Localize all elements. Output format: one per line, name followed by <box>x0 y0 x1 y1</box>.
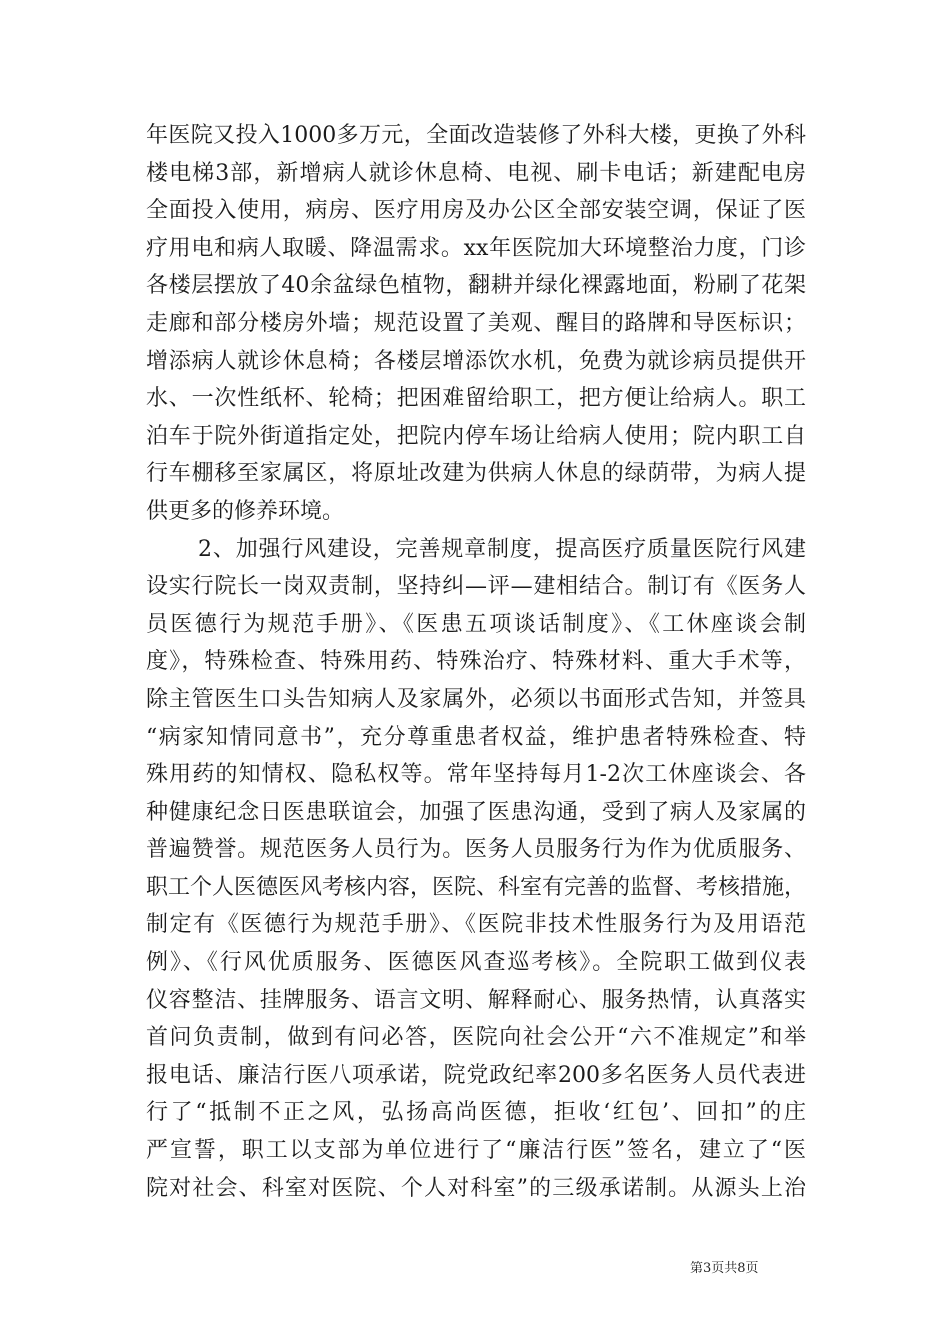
paragraph-end-line: 供更多的修养环境。 <box>146 498 345 524</box>
text-line: 仪容整洁、挂牌服务、语言文明、解释耐心、服务热情，认真落实 <box>146 987 806 1013</box>
section-heading-line: 2、加强行风建设，完善规章制度，提高医疗质量医院行风建 <box>198 536 806 562</box>
text-line: 员医德行为规范手册》、《医患五项谈话制度》、《工休座谈会制 <box>146 611 806 637</box>
text-line: 增添病人就诊休息椅；各楼层增添饮水机，免费为就诊病员提供开 <box>146 348 806 374</box>
text-line: 职工个人医德医风考核内容，医院、科室有完善的监督、考核措施， <box>146 874 806 900</box>
text-line: 度》，特殊检查、特殊用药、特殊治疗、特殊材料、重大手术等， <box>146 649 806 675</box>
text-line: “病家知情同意书”，充分尊重患者权益，维护患者特殊检查、特 <box>146 724 806 750</box>
text-line: 行了“抵制不正之风，弘扬高尚医德，拒收‘红包’、回扣”的庄 <box>146 1100 806 1126</box>
text-line: 走廊和部分楼房外墙；规范设置了美观、醒目的路牌和导医标识； <box>146 310 806 336</box>
text-line: 例》、《行风优质服务、医德医风查巡考核》。全院职工做到仪表 <box>146 950 806 976</box>
body-text <box>146 117 806 1207</box>
text-line: 首问负责制，做到有问必答，医院向社会公开“六不准规定”和举 <box>146 1025 806 1051</box>
text-line: 行车棚移至家属区，将原址改建为供病人休息的绿荫带，为病人提 <box>146 461 806 487</box>
text-line: 种健康纪念日医患联谊会，加强了医患沟通，受到了病人及家属的 <box>146 799 806 825</box>
text-line: 除主管医生口头告知病人及家属外，必须以书面形式告知，并签具 <box>146 686 806 712</box>
text-line: 泊车于院外街道指定处，把院内停车场让给病人使用；院内职工自 <box>146 423 806 449</box>
text-line: 普遍赞誉。规范医务人员行为。医务人员服务行为作为优质服务、 <box>146 837 806 863</box>
text-line: 全面投入使用，病房、医疗用房及办公区全部安装空调，保证了医 <box>146 198 806 224</box>
text-line: 疗用电和病人取暖、降温需求。xx年医院加大环境整治力度，门诊 <box>146 235 806 261</box>
text-line: 报电话、廉洁行医八项承诺，院党政纪率200多名医务人员代表进 <box>146 1062 806 1088</box>
text-line: 设实行院长一岗双责制，坚持纠—评—建相结合。制订有《医务人 <box>146 574 806 600</box>
text-line: 院对社会、科室对医院、个人对科室”的三级承诺制。从源头上治 <box>146 1175 806 1201</box>
text-line: 严宣誓，职工以支部为单位进行了“廉洁行医”签名，建立了“医 <box>146 1138 806 1164</box>
text-line: 楼电梯3部，新增病人就诊休息椅、电视、刷卡电话；新建配电房 <box>146 160 806 186</box>
page-number-footer: 第3页共8页 <box>690 1261 759 1276</box>
text-line: 各楼层摆放了40余盆绿色植物，翻耕并绿化裸露地面，粉刷了花架 <box>146 273 806 299</box>
text-line: 水、一次性纸杯、轮椅；把困难留给职工，把方便让给病人。职工 <box>146 386 806 412</box>
text-line: 制定有《医德行为规范手册》、《医院非技术性服务行为及用语范 <box>146 912 806 938</box>
text-line: 年医院又投入1000多万元，全面改造装修了外科大楼，更换了外科 <box>146 123 806 148</box>
text-line: 殊用药的知情权、隐私权等。常年坚持每月1-2次工休座谈会、各 <box>146 762 806 788</box>
